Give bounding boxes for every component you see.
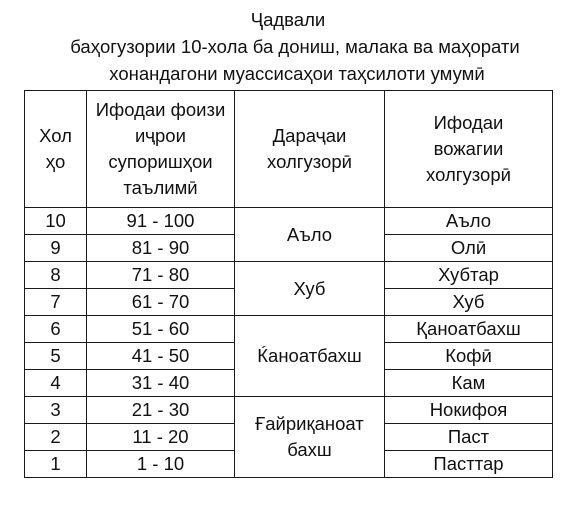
table-row <box>25 262 553 289</box>
score-cell: 4 <box>25 370 87 397</box>
range-cell: 51 - 60 <box>87 316 235 343</box>
range-cell: 61 - 70 <box>87 289 235 316</box>
verbal-cell: Хуб <box>385 289 553 316</box>
level-cell: Аъло <box>235 208 385 262</box>
header-percent: Ифодаи фоизи иҷрои супоришҳои таълимӣ <box>87 91 235 208</box>
score-cell: 10 <box>25 208 87 235</box>
title-line-1: Ҷадвали <box>250 9 326 30</box>
title-line-3: хонандагони муассисаҳои таҳсилоти умумӣ <box>109 63 485 84</box>
range-cell: 11 - 20 <box>87 424 235 451</box>
table-row <box>25 316 553 343</box>
title-line-2: баҳогузории 10-хола ба дониш, малака ва маҳорати <box>70 36 520 57</box>
verbal-cell: Қаноатбахш <box>385 316 553 343</box>
score-cell: 7 <box>25 289 87 316</box>
level-cell: Ќаноатбахш <box>235 316 385 397</box>
range-cell: 71 - 80 <box>87 262 235 289</box>
range-cell: 1 - 10 <box>87 451 235 478</box>
range-cell: 91 - 100 <box>87 208 235 235</box>
score-cell: 1 <box>25 451 87 478</box>
table-row <box>25 397 553 424</box>
score-cell: 2 <box>25 424 87 451</box>
range-cell: 21 - 30 <box>87 397 235 424</box>
header-scores: Холҳо <box>25 91 87 208</box>
header-verbal: Ифодаи вожагии холгузорӣ <box>385 91 553 208</box>
score-cell: 3 <box>25 397 87 424</box>
range-cell: 31 - 40 <box>87 370 235 397</box>
table-header-row <box>25 91 553 208</box>
table-row <box>25 208 553 235</box>
score-cell: 6 <box>25 316 87 343</box>
verbal-cell: Аъло <box>385 208 553 235</box>
level-cell: Хуб <box>235 262 385 316</box>
level-cell: Ғайриқаноатбахш <box>235 397 385 478</box>
score-cell: 8 <box>25 262 87 289</box>
score-cell: 5 <box>25 343 87 370</box>
range-cell: 81 - 90 <box>87 235 235 262</box>
verbal-cell: Кофӣ <box>385 343 553 370</box>
score-cell: 9 <box>25 235 87 262</box>
verbal-cell: Олӣ <box>385 235 553 262</box>
verbal-cell: Пасттар <box>385 451 553 478</box>
document-title <box>0 6 576 87</box>
header-level: Дараҷаи холгузорӣ <box>235 91 385 208</box>
verbal-cell: Нокифоя <box>385 397 553 424</box>
verbal-cell: Паст <box>385 424 553 451</box>
grading-table <box>24 90 553 478</box>
verbal-cell: Хубтар <box>385 262 553 289</box>
verbal-cell: Кам <box>385 370 553 397</box>
range-cell: 41 - 50 <box>87 343 235 370</box>
